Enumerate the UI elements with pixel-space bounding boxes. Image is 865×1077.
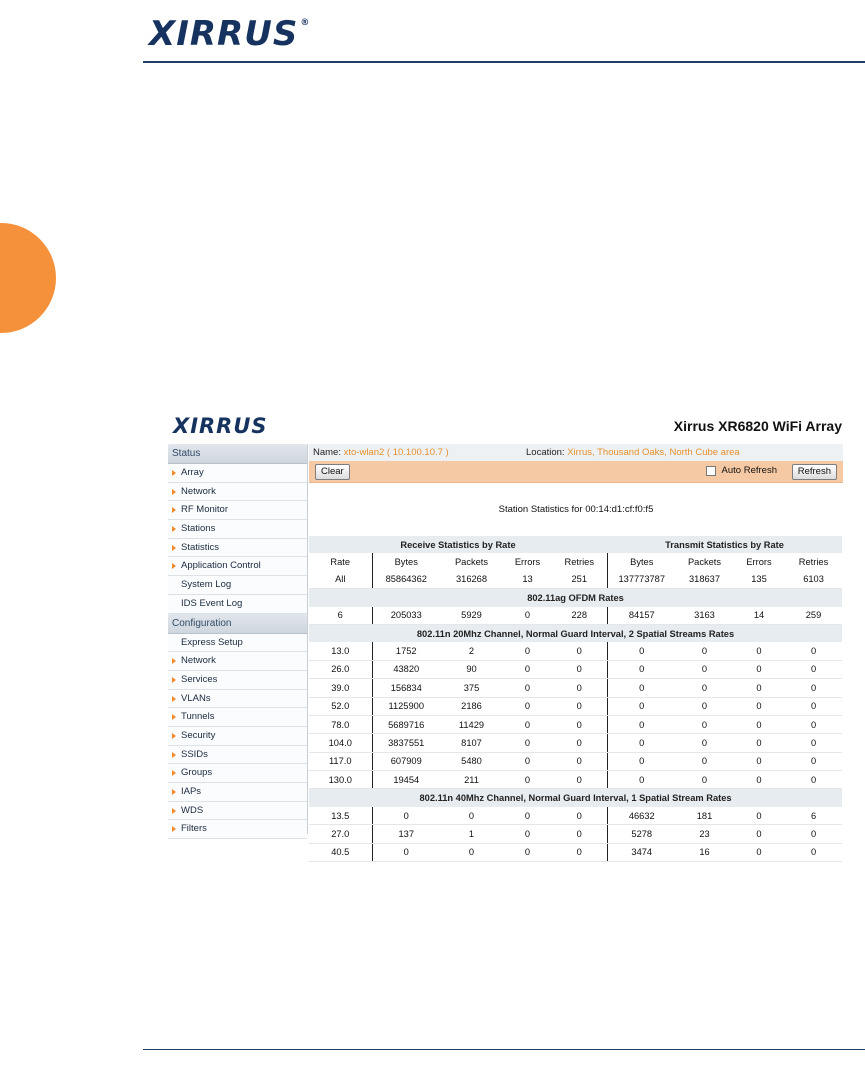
table-cell: 13 bbox=[503, 571, 552, 589]
table-cell: 85864362 bbox=[372, 571, 440, 589]
sidebar-item-label: WDS bbox=[181, 804, 204, 816]
table-cell: 0 bbox=[552, 807, 607, 825]
expand-arrow-icon bbox=[172, 677, 176, 683]
table-cell: 43820 bbox=[372, 660, 440, 678]
clear-button[interactable]: Clear bbox=[315, 464, 350, 480]
table-cell: 0 bbox=[676, 697, 733, 715]
table-cell: 1 bbox=[440, 825, 503, 843]
table-row bbox=[309, 752, 842, 770]
sidebar-item-vlans[interactable] bbox=[168, 690, 307, 709]
table-row bbox=[309, 843, 842, 861]
sidebar-item-label: Array bbox=[181, 467, 204, 478]
sidebar-item-label: Express Setup bbox=[181, 636, 243, 648]
table-cell: Errors bbox=[746, 557, 772, 568]
sidebar-item-label: Filters bbox=[181, 823, 207, 835]
table-cell: 23 bbox=[676, 825, 733, 843]
sidebar-item-iaps[interactable] bbox=[168, 783, 307, 802]
table-cell: 0 bbox=[503, 807, 552, 825]
expand-arrow-icon bbox=[172, 696, 176, 702]
table-cell: 0 bbox=[552, 660, 607, 678]
location-label: Location: bbox=[526, 447, 565, 458]
table-cell: 104.0 bbox=[309, 734, 372, 752]
table-cell: 0 bbox=[733, 771, 785, 789]
table-cell: 0 bbox=[552, 734, 607, 752]
table-cell: 0 bbox=[733, 734, 785, 752]
sidebar-item-label: Services bbox=[181, 673, 218, 685]
table-cell: 13.0 bbox=[309, 642, 372, 660]
table-cell: 0 bbox=[552, 697, 607, 715]
section-title: 802.11n 20Mhz Channel, Normal Guard Interval, 2 Spatial Streams Rates bbox=[309, 624, 842, 642]
table-cell: Bytes bbox=[372, 553, 440, 570]
station-statistics-caption: Station Statistics for 00:14:d1:cf:f0:f5 bbox=[498, 504, 654, 515]
footer-rule bbox=[143, 1049, 865, 1050]
table-cell: 26.0 bbox=[309, 660, 372, 678]
table-cell: 0 bbox=[676, 679, 733, 697]
table-cell: 0 bbox=[607, 679, 676, 697]
toolbar bbox=[309, 461, 843, 483]
table-cell: 0 bbox=[607, 642, 676, 660]
sidebar-item-application-control[interactable] bbox=[168, 557, 307, 576]
table-cell: 84157 bbox=[607, 607, 676, 625]
table-cell: 137 bbox=[372, 825, 440, 843]
section-title: 802.11n 40Mhz Channel, Normal Guard Interval, 1 Spatial Stream Rates bbox=[309, 789, 842, 807]
sidebar-item-wds[interactable] bbox=[168, 802, 307, 821]
table-cell: 3474 bbox=[607, 843, 676, 861]
sidebar-item-network[interactable] bbox=[168, 483, 307, 502]
table-cell: 0 bbox=[503, 697, 552, 715]
table-cell: 0 bbox=[503, 843, 552, 861]
table-cell: 0 bbox=[372, 807, 440, 825]
expand-arrow-icon bbox=[172, 563, 176, 569]
table-cell: 0 bbox=[676, 642, 733, 660]
expand-arrow-icon bbox=[172, 470, 176, 476]
table-cell: 0 bbox=[552, 752, 607, 770]
table-cell: 0 bbox=[503, 642, 552, 660]
table-cell: Packets bbox=[687, 557, 722, 568]
sidebar-item-ids-event-log[interactable] bbox=[168, 595, 307, 614]
table-row bbox=[309, 734, 842, 752]
sidebar-item-stations[interactable] bbox=[168, 520, 307, 539]
table-cell: Packets bbox=[454, 557, 489, 568]
screenshot bbox=[168, 411, 843, 858]
table-cell: 259 bbox=[785, 607, 842, 625]
chapter-tab bbox=[0, 223, 56, 333]
table-cell: 0 bbox=[552, 715, 607, 733]
table-cell: 5689716 bbox=[372, 715, 440, 733]
table-row bbox=[309, 571, 842, 589]
table-cell: 52.0 bbox=[309, 697, 372, 715]
sidebar-item-label: Network bbox=[181, 655, 216, 667]
manual-logo bbox=[149, 14, 310, 54]
table-cell: 27.0 bbox=[309, 825, 372, 843]
header-rule bbox=[143, 61, 865, 63]
table-cell: 0 bbox=[372, 843, 440, 861]
table-cell: 156834 bbox=[372, 679, 440, 697]
configuration-menu bbox=[168, 634, 307, 840]
table-cell: 0 bbox=[607, 752, 676, 770]
auto-refresh-toggle[interactable] bbox=[706, 465, 777, 476]
table-cell: 1752 bbox=[372, 642, 440, 660]
sidebar-item-label: RF Monitor bbox=[181, 504, 228, 516]
sidebar-item-security[interactable] bbox=[168, 727, 307, 746]
table-cell: 0 bbox=[785, 843, 842, 861]
table-cell: 2186 bbox=[440, 697, 503, 715]
table-cell: 211 bbox=[440, 771, 503, 789]
name-label: Name: bbox=[313, 447, 341, 458]
table-cell: 0 bbox=[733, 679, 785, 697]
table-cell: 0 bbox=[503, 771, 552, 789]
manual-logo-text: XIRRUS bbox=[149, 14, 299, 54]
table-cell: 0 bbox=[785, 715, 842, 733]
table-cell: 13.5 bbox=[309, 807, 372, 825]
table-cell: 0 bbox=[607, 715, 676, 733]
table-cell: 316268 bbox=[440, 571, 503, 589]
sidebar-item-system-log[interactable] bbox=[168, 576, 307, 595]
sidebar bbox=[168, 444, 308, 834]
sidebar-item-ssids[interactable] bbox=[168, 746, 307, 765]
sidebar-item-tunnels[interactable] bbox=[168, 708, 307, 727]
table-cell: Bytes bbox=[607, 553, 676, 570]
table-cell: 0 bbox=[440, 807, 503, 825]
table-row bbox=[309, 825, 842, 843]
table-cell: 607909 bbox=[372, 752, 440, 770]
expand-arrow-icon bbox=[172, 752, 176, 758]
table-cell: 0 bbox=[503, 660, 552, 678]
table-cell: 0 bbox=[552, 843, 607, 861]
table-cell: 0 bbox=[552, 825, 607, 843]
app-title: Xirrus XR6820 WiFi Array bbox=[673, 418, 842, 434]
table-cell: 0 bbox=[607, 660, 676, 678]
sidebar-item-rf-monitor[interactable] bbox=[168, 501, 307, 520]
table-cell: 3163 bbox=[676, 607, 733, 625]
table-cell: Rate bbox=[330, 557, 351, 568]
sidebar-item-groups[interactable] bbox=[168, 764, 307, 783]
table-cell: 0 bbox=[676, 660, 733, 678]
table-section-header bbox=[309, 789, 842, 807]
table-cell: 0 bbox=[552, 642, 607, 660]
expand-arrow-icon bbox=[172, 489, 176, 495]
table-cell: Retries bbox=[798, 557, 829, 568]
table-row bbox=[309, 642, 842, 660]
table-cell: 0 bbox=[503, 734, 552, 752]
sidebar-item-label: Stations bbox=[181, 523, 216, 535]
table-cell: 0 bbox=[552, 679, 607, 697]
receive-header: Receive Statistics by Rate bbox=[309, 536, 607, 553]
table-cell: 0 bbox=[503, 752, 552, 770]
table-cell: 6 bbox=[785, 807, 842, 825]
table-cell: 0 bbox=[733, 642, 785, 660]
expand-arrow-icon bbox=[172, 526, 176, 532]
sidebar-item-label: Tunnels bbox=[181, 711, 215, 723]
sidebar-item-array[interactable] bbox=[168, 464, 307, 483]
table-cell: 0 bbox=[503, 679, 552, 697]
table-cell: 0 bbox=[676, 771, 733, 789]
expand-arrow-icon bbox=[172, 507, 176, 513]
expand-arrow-icon bbox=[172, 545, 176, 551]
table-cell: 0 bbox=[733, 843, 785, 861]
table-cell: 0 bbox=[733, 807, 785, 825]
table-row bbox=[309, 607, 842, 625]
table-cell: 0 bbox=[785, 734, 842, 752]
table-cell: 251 bbox=[552, 571, 607, 589]
table-cell: 5929 bbox=[440, 607, 503, 625]
info-bar bbox=[309, 444, 843, 461]
table-section-header bbox=[309, 589, 842, 607]
statistics-table bbox=[309, 536, 842, 862]
table-cell: 90 bbox=[440, 660, 503, 678]
name-value: xto-wlan2 ( 10.100.10.7 ) bbox=[343, 447, 449, 458]
sidebar-item-label: VLANs bbox=[181, 692, 211, 704]
table-cell: 0 bbox=[733, 697, 785, 715]
sidebar-header-status[interactable]: Status bbox=[168, 444, 307, 464]
table-row bbox=[309, 715, 842, 733]
table-cell: 0 bbox=[785, 679, 842, 697]
table-cell: 0 bbox=[733, 825, 785, 843]
table-cell: 0 bbox=[503, 607, 552, 625]
auto-refresh-checkbox[interactable] bbox=[706, 466, 716, 476]
table-row bbox=[309, 660, 842, 678]
table-cell: 130.0 bbox=[309, 771, 372, 789]
table-cell: 181 bbox=[676, 807, 733, 825]
sidebar-item-label: Application Control bbox=[181, 560, 261, 572]
expand-arrow-icon bbox=[172, 808, 176, 814]
table-column-headers bbox=[309, 553, 842, 570]
table-cell: 2 bbox=[440, 642, 503, 660]
sidebar-item-label: Statistics bbox=[181, 541, 220, 553]
table-cell: 0 bbox=[785, 697, 842, 715]
table-cell: 0 bbox=[785, 752, 842, 770]
table-cell: 11429 bbox=[440, 715, 503, 733]
table-cell: 0 bbox=[733, 660, 785, 678]
refresh-button[interactable]: Refresh bbox=[792, 464, 837, 480]
table-group-header bbox=[309, 536, 842, 553]
table-cell: 0 bbox=[503, 825, 552, 843]
sidebar-item-label: Groups bbox=[181, 767, 213, 779]
sidebar-item-label: IAPs bbox=[181, 786, 202, 797]
table-cell: 0 bbox=[607, 697, 676, 715]
table-cell: 5480 bbox=[440, 752, 503, 770]
table-cell: 6103 bbox=[785, 571, 842, 589]
table-cell: 135 bbox=[733, 571, 785, 589]
table-cell: 0 bbox=[503, 715, 552, 733]
table-cell: 6 bbox=[309, 607, 372, 625]
table-cell: 1125900 bbox=[372, 697, 440, 715]
table-cell: 0 bbox=[607, 771, 676, 789]
table-cell: 0 bbox=[440, 843, 503, 861]
table-cell: 228 bbox=[552, 607, 607, 625]
sidebar-item-express-setup[interactable] bbox=[168, 634, 307, 653]
table-cell: 0 bbox=[676, 734, 733, 752]
table-row bbox=[309, 679, 842, 697]
table-row bbox=[309, 807, 842, 825]
table-cell: 137773787 bbox=[607, 571, 676, 589]
sidebar-item-statistics[interactable] bbox=[168, 539, 307, 558]
table-cell: 3837551 bbox=[372, 734, 440, 752]
app-logo: XIRRUS bbox=[173, 414, 268, 438]
table-row bbox=[309, 771, 842, 789]
transmit-header: Transmit Statistics by Rate bbox=[607, 536, 842, 553]
table-cell: 40.5 bbox=[309, 843, 372, 861]
expand-arrow-icon bbox=[172, 733, 176, 739]
table-cell: 19454 bbox=[372, 771, 440, 789]
table-cell: 0 bbox=[733, 715, 785, 733]
main-panel bbox=[309, 444, 843, 858]
table-cell: 46632 bbox=[607, 807, 676, 825]
table-cell: 0 bbox=[676, 715, 733, 733]
table-cell: 0 bbox=[785, 660, 842, 678]
table-cell: 117.0 bbox=[309, 752, 372, 770]
table-cell: 0 bbox=[785, 825, 842, 843]
table-cell: 0 bbox=[785, 771, 842, 789]
table-section-header bbox=[309, 624, 842, 642]
sidebar-item-label: Network bbox=[181, 485, 216, 497]
sidebar-item-label: SSIDs bbox=[181, 748, 208, 760]
app-header bbox=[168, 411, 843, 444]
table-cell: 205033 bbox=[372, 607, 440, 625]
expand-arrow-icon bbox=[172, 826, 176, 832]
table-cell: 0 bbox=[733, 752, 785, 770]
table-cell: Errors bbox=[514, 557, 541, 568]
status-menu bbox=[168, 464, 307, 614]
table-cell: 0 bbox=[785, 642, 842, 660]
expand-arrow-icon bbox=[172, 658, 176, 664]
table-cell: 0 bbox=[676, 752, 733, 770]
table-cell: 5278 bbox=[607, 825, 676, 843]
table-cell: 16 bbox=[676, 843, 733, 861]
sidebar-item-label: IDS Event Log bbox=[181, 597, 243, 609]
table-row bbox=[309, 697, 842, 715]
table-cell: 0 bbox=[607, 734, 676, 752]
table-cell: 0 bbox=[552, 771, 607, 789]
table-cell: 8107 bbox=[440, 734, 503, 752]
table-cell: Retries bbox=[564, 557, 594, 568]
expand-arrow-icon bbox=[172, 714, 176, 720]
sidebar-item-filters[interactable] bbox=[168, 820, 307, 839]
sidebar-header-configuration[interactable]: Configuration bbox=[168, 614, 307, 634]
table-cell: 78.0 bbox=[309, 715, 372, 733]
section-title: 802.11ag OFDM Rates bbox=[309, 589, 842, 607]
table-cell: All bbox=[309, 571, 372, 589]
table-cell: 39.0 bbox=[309, 679, 372, 697]
registered-mark: ® bbox=[300, 18, 311, 28]
sidebar-item-network[interactable] bbox=[168, 652, 307, 671]
table-cell: 14 bbox=[733, 607, 785, 625]
sidebar-item-label: Security bbox=[181, 729, 216, 741]
table-cell: 375 bbox=[440, 679, 503, 697]
auto-refresh-label: Auto Refresh bbox=[721, 465, 777, 476]
sidebar-item-label: System Log bbox=[181, 579, 232, 591]
sidebar-item-services[interactable] bbox=[168, 671, 307, 690]
location-value: Xirrus, Thousand Oaks, North Cube area bbox=[567, 447, 740, 458]
table-cell: 318637 bbox=[676, 571, 733, 589]
expand-arrow-icon bbox=[172, 770, 176, 776]
expand-arrow-icon bbox=[172, 789, 176, 795]
